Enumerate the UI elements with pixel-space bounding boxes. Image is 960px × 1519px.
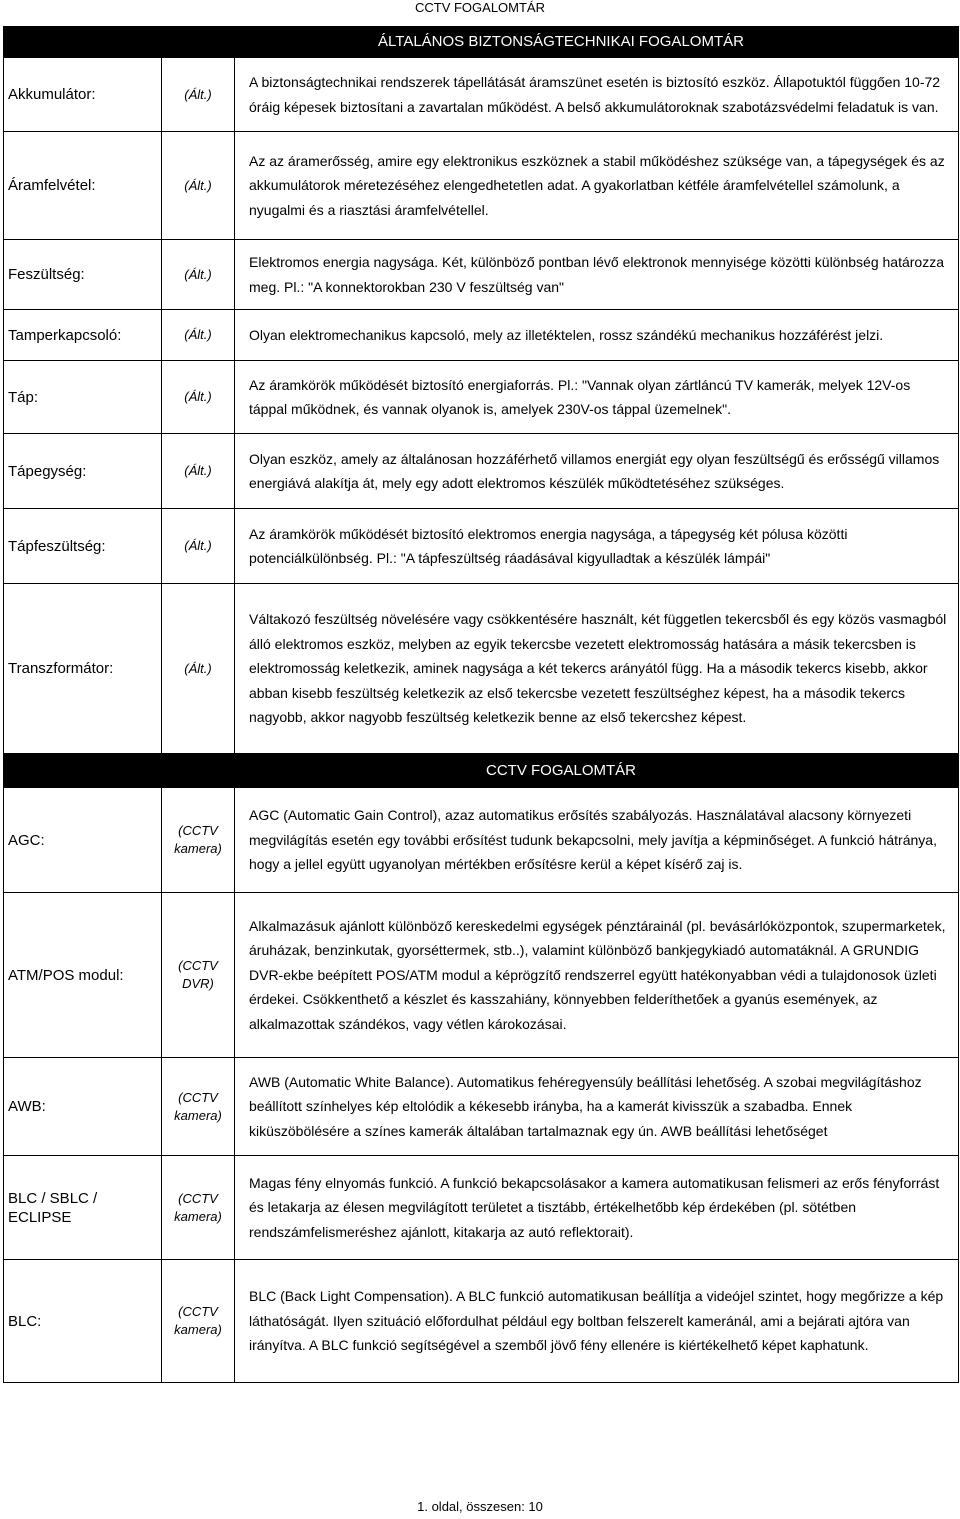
term-label: Feszültség: — [4, 240, 162, 310]
term-definition: A biztonságtechnikai rendszerek tápellátását áramszünet esetén is biztosító eszköz. Állapotuktól függően 10-72 óráig képesek biztosítani a zavartalan működést. A belső akkumulátoroknak szabotázsvédelmi feladatuk is van. — [235, 58, 959, 132]
term-label: ATM/POS modul: — [4, 893, 162, 1058]
glossary-row — [4, 434, 959, 509]
section-title-cctv: CCTV FOGALOMTÁR — [4, 754, 959, 788]
page-footer: 1. oldal, összesen: 10 — [417, 1499, 543, 1514]
term-category: (Ált.) — [162, 584, 235, 754]
term-definition: Magas fény elnyomás funkció. A funkció bekapcsolásakor a kamera automatikusan felismeri az erős fényforrást és letakarja az élesen megvilágított területet a tisztább, értékelhetőbb kép érdekében (pl. sötétben rendszámfelismeréshez ajánlott, kitakarja az autó reflektorait). — [235, 1156, 959, 1260]
term-category: (CCTV DVR) — [162, 893, 235, 1058]
term-category: (Ált.) — [162, 361, 235, 434]
term-definition: Váltakozó feszültség növelésére vagy csökkentésére használt, két független tekercsből és egy közös vasmagból álló elektromos eszköz, melyben az egyik tekercsbe vezetett elektromosság hatására a másik tekercsben is elektromosság keletkezik, aminek nagysága a két tekercs arányától függ. Ha a második tekercs kisebb, akkor abban kisebb feszültség keletkezik az első tekercsbe vezetett feszültséghez képest, ha a második tekercs nagyobb, akkor nagyobb feszültség keletkezik benne az első tekercshez képest. — [235, 584, 959, 754]
term-category: (Ált.) — [162, 310, 235, 361]
term-label: Áramfelvétel: — [4, 132, 162, 240]
term-definition: Elektromos energia nagysága. Két, különböző pontban lévő elektronok mennyisége közötti különbség határozza meg. Pl.: "A konnektorokban 230 V feszültség van" — [235, 240, 959, 310]
term-definition: AGC (Automatic Gain Control), azaz automatikus erősítés szabályozás. Használatával alacsony környezeti megvilágítás esetén egy további erősítést tudunk bekapcsolni, mely javítja a képminőséget. A funkció hátránya, hogy a jellel együtt ugyanolyan mértékben erősítésre kerül a képet kísérő zaj is. — [235, 788, 959, 893]
term-definition: BLC (Back Light Compensation). A BLC funkció automatikusan beállítja a videójel szintet, hogy megőrizze a kép láthatóságát. Ilyen szituáció előfordulhat például egy boltban felszerelt kameránál, ami a bejárati ajtóra van irányítva. A BLC funkció segítségével a szemből jövő fény ellenére is kiértékelhető képet kaphatunk. — [235, 1260, 959, 1383]
term-category: (CCTV kamera) — [162, 1058, 235, 1156]
term-label: Tápegység: — [4, 434, 162, 509]
term-category: (CCTV kamera) — [162, 1156, 235, 1260]
glossary-row — [4, 240, 959, 310]
glossary-row — [4, 788, 959, 893]
glossary-row — [4, 132, 959, 240]
term-label: Akkumulátor: — [4, 58, 162, 132]
term-category: (CCTV kamera) — [162, 788, 235, 893]
term-definition: Alkalmazásuk ajánlott különböző kereskedelmi egységek pénztárainál (pl. bevásárlóközpontok, szupermarketek, áruházak, benzinkutak, gyorséttermek, stb..), valamint különböző bankjegykiadó automatáknál. A GRUNDIG DVR-ekbe beépített POS/ATM modul a képrögzítő rendszerrel együtt hatékonyabban védi a tulajdonosok üzleti érdekei. Csökkenthető a készlet és kasszahiány, könnyebben felderíthetőek a gyanús események, az alkalmazottak szándékos, vagy vétlen károkozásai. — [235, 893, 959, 1058]
glossary-row — [4, 584, 959, 754]
term-label: Táp: — [4, 361, 162, 434]
term-category: (Ált.) — [162, 509, 235, 584]
term-definition: Az áramkörök működését biztosító energiaforrás. Pl.: "Vannak olyan zártláncú TV kamerák, melyek 12V-os táppal működnek, és vannak olyanok is, amelyek 230V-os táppal üzemelnek". — [235, 361, 959, 434]
term-label: AGC: — [4, 788, 162, 893]
glossary-row — [4, 1156, 959, 1260]
term-label: AWB: — [4, 1058, 162, 1156]
term-category: (Ált.) — [162, 58, 235, 132]
section-header-general — [4, 27, 959, 58]
page-header: CCTV FOGALOMTÁR — [414, 0, 545, 15]
term-definition: Az az áramerősség, amire egy elektronikus eszköznek a stabil működéshez szüksége van, a tápegységek és az akkumulátorok méretezéséhez elengedhetetlen adat. A gyakorlatban kétféle áramfelvétellel számolunk, a nyugalmi és a riasztási áramfelvétellel. — [235, 132, 959, 240]
term-label: Tápfeszültség: — [4, 509, 162, 584]
term-label: Transzformátor: — [4, 584, 162, 754]
term-definition: Olyan elektromechanikus kapcsoló, mely az illetéktelen, rossz szándékú mechanikus hozzáférést jelzi. — [235, 310, 959, 361]
term-category: (Ált.) — [162, 240, 235, 310]
glossary-row — [4, 310, 959, 361]
term-definition: AWB (Automatic White Balance). Automatikus fehéregyensúly beállítási lehetőség. A szobai megvilágításhoz beállított színhelyes kép eltolódik a kékesebb irányba, ha a kamerát kivisszük a szabadba. Ennek kiküszöbölésére a színes kamerák általában tartalmaznak egy ún. AWB beállítási lehetőséget — [235, 1058, 959, 1156]
term-definition: Olyan eszköz, amely az általánosan hozzáférhető villamos energiát egy olyan feszültségű és erősségű villamos energiává alakítja át, mely egy adott elektromos készülék működtetéséhez szükséges. — [235, 434, 959, 509]
glossary-row — [4, 893, 959, 1058]
term-label: Tamperkapcsoló: — [4, 310, 162, 361]
glossary-row — [4, 361, 959, 434]
term-label: BLC / SBLC / ECLIPSE — [4, 1156, 162, 1260]
term-category: (CCTV kamera) — [162, 1260, 235, 1383]
glossary-row — [4, 509, 959, 584]
term-label: BLC: — [4, 1260, 162, 1383]
section-header-cctv — [4, 754, 959, 788]
section-title-general: ÁLTALÁNOS BIZTONSÁGTECHNIKAI FOGALOMTÁR — [4, 27, 959, 58]
term-definition: Az áramkörök működését biztosító elektromos energia nagysága, a tápegység két pólusa közötti potenciálkülönbség. Pl.: "A tápfeszültség ráadásával kigyulladtak a készülék lámpái" — [235, 509, 959, 584]
glossary-row — [4, 58, 959, 132]
glossary-row — [4, 1260, 959, 1383]
glossary-row — [4, 1058, 959, 1156]
term-category: (Ált.) — [162, 434, 235, 509]
glossary-table — [3, 26, 959, 1383]
term-category: (Ált.) — [162, 132, 235, 240]
